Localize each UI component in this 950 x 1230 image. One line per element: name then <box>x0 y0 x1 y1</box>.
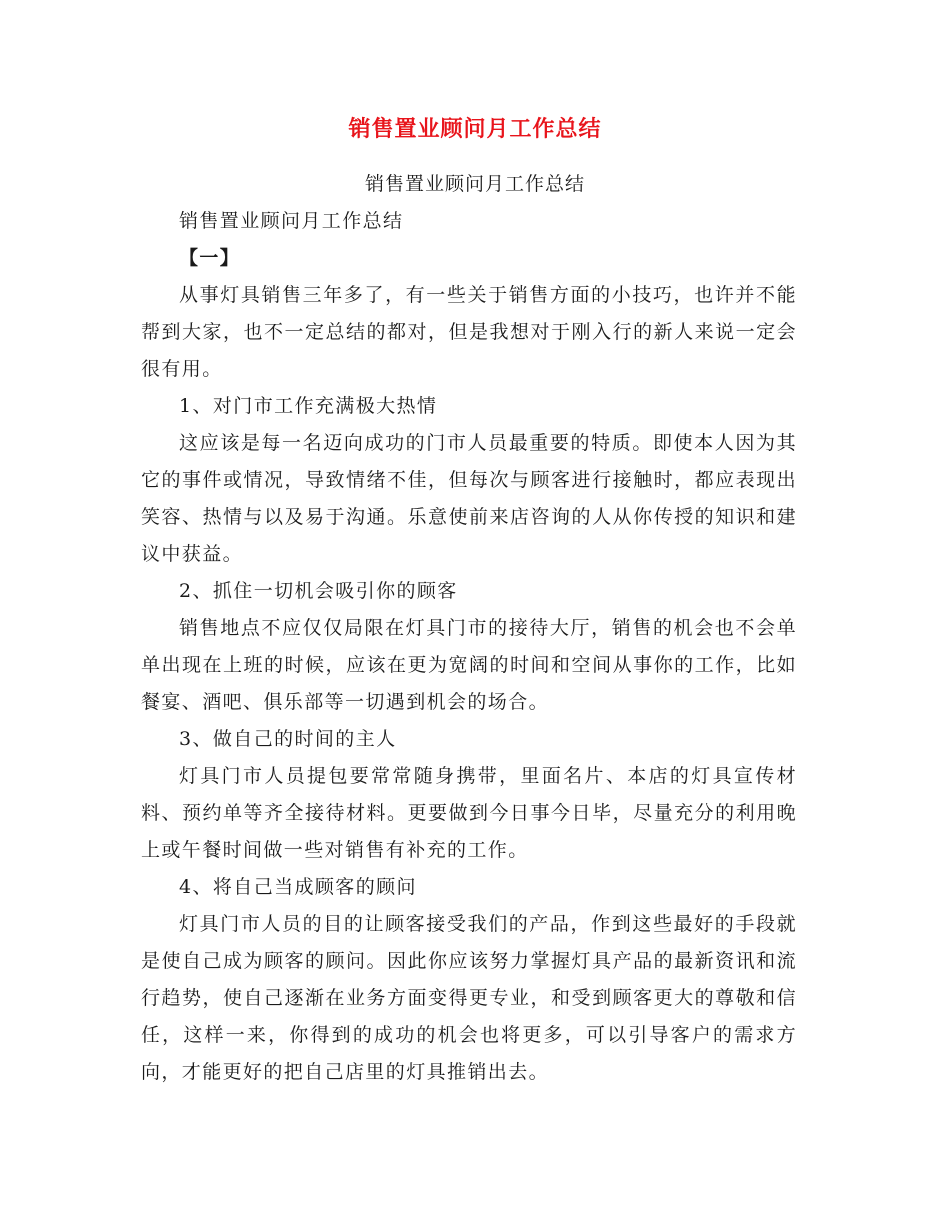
paragraph: 这应该是每一名迈向成功的门市人员最重要的特质。即使本人因为其它的事件或情况，导致情绪不佳，但每次与顾客进行接触时，都应表现出笑容、热情与以及易于沟通。乐意使前来店咨询的人从你传授的知识和建议中获益。 <box>141 432 797 565</box>
paragraph: 销售地点不应仅仅局限在灯具门市的接待大厅，销售的机会也不会单单出现在上班的时候，应该在更为宽阔的时间和空间从事你的工作，比如餐宴、酒吧、俱乐部等一切遇到机会的场合。 <box>141 617 797 713</box>
point-heading-4: 4、将自己当成顾客的顾问 <box>179 876 417 898</box>
section-label: 【一】 <box>179 247 241 269</box>
paragraph: 灯具门市人员提包要常常随身携带，里面名片、本店的灯具宣传材料、预约单等齐全接待材料。更要做到今日事今日毕，尽量充分的利用晚上或午餐时间做一些对销售有补充的工作。 <box>141 765 797 861</box>
paragraph: 灯具门市人员的目的让顾客接受我们的产品，作到这些最好的手段就是使自己成为顾客的顾问。因此你应该努力掌握灯具产品的最新资讯和流行趋势，使自己逐渐在业务方面变得更专业，和受到顾客更大的尊敬和信任，这样一来，你得到的成功的机会也将更多，可以引导客户的需求方向，才能更好的把自己店里的灯具推销出去。 <box>141 913 797 1083</box>
point-heading-2: 2、抓住一切机会吸引你的顾客 <box>179 580 458 602</box>
intro-heading: 销售置业顾问月工作总结 <box>179 210 404 232</box>
document-title: 销售置业顾问月工作总结 <box>348 116 602 142</box>
document-body <box>141 203 797 1091</box>
paragraph: 从事灯具销售三年多了，有一些关于销售方面的小技巧，也许并不能帮到大家，也不一定总结的都对，但是我想对于刚入行的新人来说一定会很有用。 <box>141 284 797 380</box>
document-subtitle: 销售置业顾问月工作总结 <box>364 173 585 195</box>
point-heading-1: 1、对门市工作充满极大热情 <box>179 395 438 417</box>
point-heading-3: 3、做自己的时间的主人 <box>179 728 397 750</box>
